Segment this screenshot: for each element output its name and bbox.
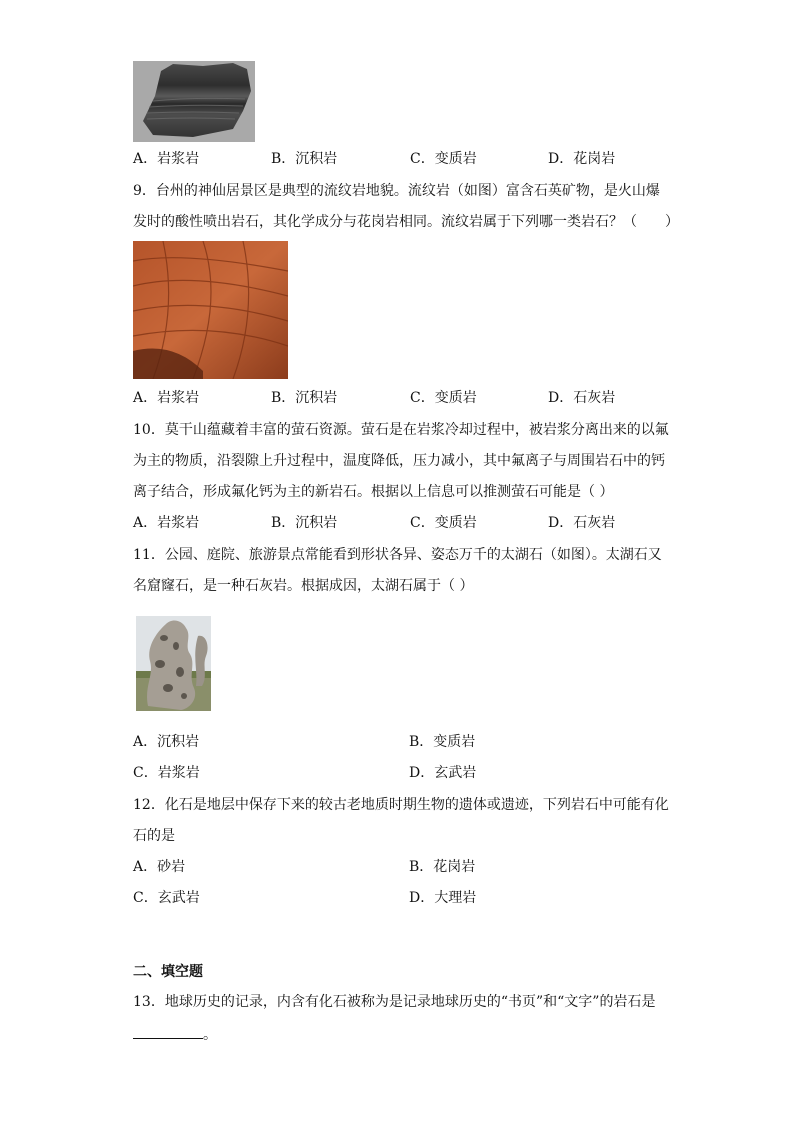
q13-answer-line (133, 1024, 217, 1045)
q9-options (133, 388, 733, 408)
q12-option-c[interactable]: C．玄武岩 (133, 890, 200, 906)
q12-option-b[interactable]: B．花岗岩 (409, 859, 476, 875)
q9-option-c[interactable]: C．变质岩 (410, 390, 477, 406)
q10-options (133, 513, 733, 533)
q9-stem-line2: 发时的酸性喷出岩石，其化学成分与花岗岩相同。流纹岩属于下列哪一类岩石？（ ） (133, 214, 679, 230)
q9-option-b[interactable]: B．沉积岩 (271, 390, 338, 406)
q13-answer-blank[interactable] (133, 1024, 203, 1039)
q8-option-b[interactable]: B．沉积岩 (271, 151, 338, 167)
q10-option-d[interactable]: D．石灰岩 (548, 515, 616, 531)
q8-option-c[interactable]: C．变质岩 (410, 151, 477, 167)
q13-end-punct: 。 (203, 1027, 217, 1043)
q8-options (133, 149, 733, 169)
q11-options-row2 (133, 763, 733, 783)
taihu-stone-photo-icon (136, 616, 211, 711)
q12-option-d[interactable]: D．大理岩 (409, 890, 477, 906)
q11-stem-line1: 11．公园、庭院、旅游景点常能看到形状各异、姿态万千的太湖石（如图）。太湖石又 (133, 547, 662, 563)
q9-option-d[interactable]: D．石灰岩 (548, 390, 616, 406)
q12-options-row1 (133, 857, 733, 877)
banded-rock-photo-icon (133, 61, 255, 142)
q11-option-d[interactable]: D．玄武岩 (409, 765, 477, 781)
q10-option-b[interactable]: B．沉积岩 (271, 515, 338, 531)
q12-stem-line1: 12．化石是地层中保存下来的较古老地质时期生物的遗体或遗迹，下列岩石中可能有化 (133, 797, 669, 813)
q12-option-a[interactable]: A．砂岩 (133, 859, 186, 875)
q8-option-d[interactable]: D．花岗岩 (548, 151, 616, 167)
q10-stem-line1: 10．莫干山蕴藏着丰富的萤石资源。萤石是在岩浆冷却过程中，被岩浆分离出来的以氟 (133, 422, 669, 438)
q9-stem-line1: 9．台州的神仙居景区是典型的流纹岩地貌。流纹岩（如图）富含石英矿物，是火山爆 (133, 183, 660, 199)
q11-options-row1 (133, 732, 733, 752)
q11-option-b[interactable]: B．变质岩 (409, 734, 476, 750)
q10-option-c[interactable]: C．变质岩 (410, 515, 477, 531)
section-heading-fill-in: 二、填空题 (133, 964, 203, 980)
q12-stem-line2: 石的是 (133, 828, 175, 844)
q10-option-a[interactable]: A．岩浆岩 (133, 515, 200, 531)
q9-option-a[interactable]: A．岩浆岩 (133, 390, 200, 406)
q10-stem-line2: 为主的物质，沿裂隙上升过程中，温度降低，压力减小，其中氟离子与周围岩石中的钙 (133, 453, 665, 469)
q11-option-a[interactable]: A．沉积岩 (133, 734, 200, 750)
q11-stem-line2: 名窟窿石，是一种石灰岩。根据成因，太湖石属于（ ） (133, 578, 474, 594)
rhyolite-rock-photo-icon (133, 241, 288, 379)
q13-stem-line1: 13．地球历史的记录，内含有化石被称为是记录地球历史的“书页”和“文字”的岩石是 (133, 994, 656, 1010)
q8-option-a[interactable]: A．岩浆岩 (133, 151, 200, 167)
q11-option-c[interactable]: C．岩浆岩 (133, 765, 200, 781)
q12-options-row2 (133, 888, 733, 908)
q10-stem-line3: 离子结合，形成氟化钙为主的新岩石。根据以上信息可以推测萤石可能是（ ） (133, 484, 614, 500)
